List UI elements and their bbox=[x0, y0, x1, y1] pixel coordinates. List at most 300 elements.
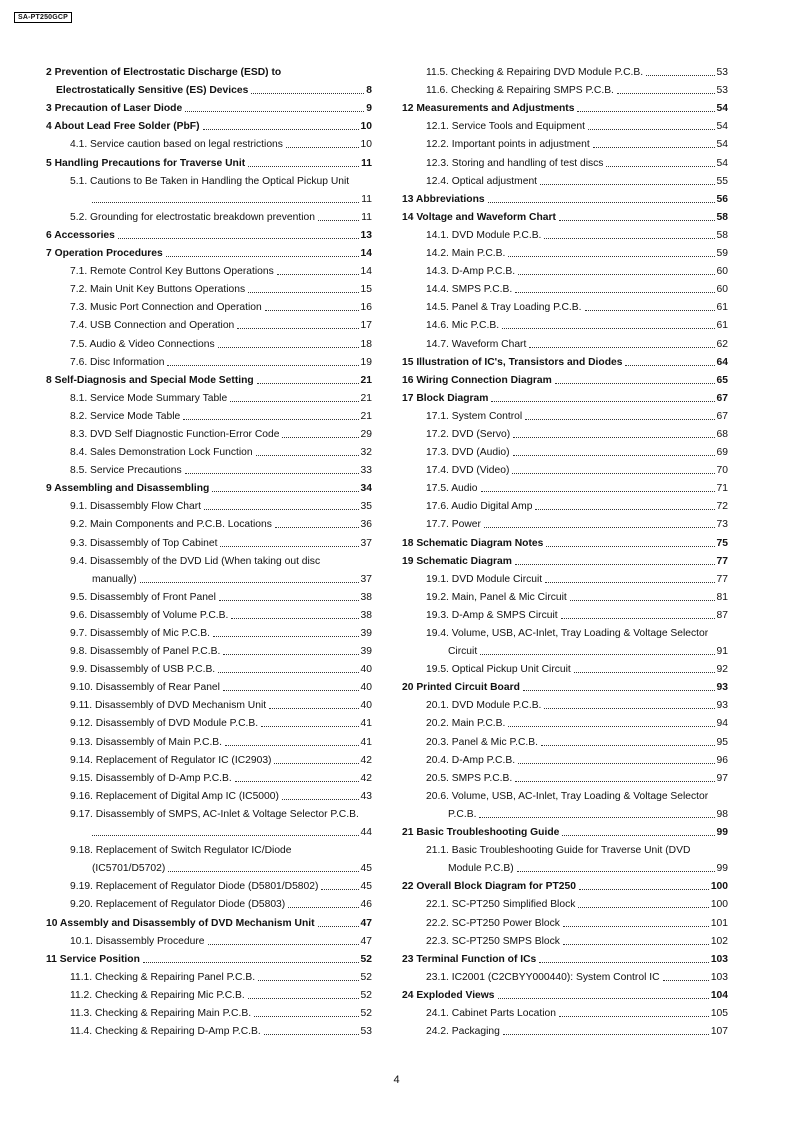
toc-subsection-entry[interactable] bbox=[40, 875, 372, 893]
toc-entry-page: 19 bbox=[360, 356, 372, 368]
toc-entry-page: 21 bbox=[360, 374, 372, 386]
toc-entry-page: 99 bbox=[716, 863, 728, 875]
toc-section-entry[interactable] bbox=[396, 875, 728, 893]
toc-subsection-entry[interactable] bbox=[40, 495, 372, 513]
toc-section-entry[interactable] bbox=[396, 676, 728, 694]
toc-entry-title: Module P.C.B) bbox=[448, 863, 514, 875]
toc-subsection-entry[interactable] bbox=[40, 351, 372, 369]
toc-subsection-entry[interactable] bbox=[396, 893, 728, 911]
toc-subsection-entry[interactable] bbox=[40, 730, 372, 748]
toc-entry-page: 75 bbox=[716, 537, 728, 549]
toc-dot-leader bbox=[256, 455, 359, 456]
toc-entry-page: 39 bbox=[360, 628, 372, 639]
toc-dot-leader bbox=[480, 654, 714, 655]
toc-dot-leader bbox=[561, 618, 715, 619]
toc-subsection-entry[interactable] bbox=[40, 604, 372, 622]
toc-entry-page: 33 bbox=[360, 465, 372, 477]
toc-entry-page: 11 bbox=[361, 193, 372, 205]
toc-entry-title: 20.6. Volume, USB, AC-Inlet, Tray Loading & Voltage Selector bbox=[426, 790, 709, 802]
toc-section-entry[interactable] bbox=[396, 188, 728, 206]
toc-entry-page: 52 bbox=[360, 953, 372, 965]
toc-subsection-entry[interactable] bbox=[40, 984, 372, 1002]
toc-dot-leader bbox=[219, 600, 359, 601]
toc-subsection-entry[interactable] bbox=[396, 278, 728, 296]
toc-subsection-entry[interactable] bbox=[396, 133, 728, 151]
toc-entry-page: 13 bbox=[360, 229, 372, 241]
toc-entry-title: 11.5. Checking & Repairing DVD Module P.C.B. bbox=[426, 67, 644, 79]
toc-section-entry[interactable] bbox=[396, 387, 728, 405]
toc-subsection-entry[interactable] bbox=[396, 495, 728, 513]
toc-entry-title: 8 Self-Diagnosis and Special Mode Setting bbox=[46, 374, 254, 386]
toc-subsection-entry[interactable] bbox=[40, 749, 372, 767]
toc-entry-title: 14.4. SMPS P.C.B. bbox=[426, 284, 513, 296]
toc-entry-title: 13 Abbreviations bbox=[402, 193, 485, 205]
toc-entry-page: 61 bbox=[716, 302, 728, 314]
toc-section-entry[interactable] bbox=[396, 206, 728, 224]
toc-entry-page: 69 bbox=[716, 447, 728, 459]
toc-entry-title: 15 Illustration of IC's, Transistors and Diodes bbox=[402, 356, 623, 368]
toc-entry-title: (IC5701/D5702) bbox=[92, 863, 166, 875]
toc-subsection-entry[interactable] bbox=[40, 387, 372, 405]
toc-entry-page: 100 bbox=[710, 881, 728, 893]
toc-subsection-entry[interactable] bbox=[396, 1002, 728, 1020]
toc-dot-leader bbox=[275, 527, 359, 528]
toc-dot-leader bbox=[523, 690, 715, 691]
toc-entry-page: 67 bbox=[716, 410, 728, 422]
toc-dot-leader bbox=[535, 509, 714, 510]
toc-subsection-entry[interactable] bbox=[40, 694, 372, 712]
toc-entry-page: 107 bbox=[710, 1026, 728, 1038]
toc-subsection-entry[interactable] bbox=[396, 423, 728, 441]
toc-section-entry[interactable] bbox=[396, 351, 728, 369]
toc-entry-title: 14.1. DVD Module P.C.B. bbox=[426, 229, 542, 241]
toc-entry-page: 54 bbox=[716, 121, 728, 133]
toc-subsection-entry[interactable] bbox=[40, 170, 372, 188]
toc-entry-page: 53 bbox=[716, 85, 728, 97]
toc-subsection-entry[interactable] bbox=[40, 133, 372, 151]
toc-section-entry[interactable] bbox=[40, 477, 372, 495]
toc-entry-title: 11.1. Checking & Repairing Panel P.C.B. bbox=[70, 971, 256, 983]
toc-dot-leader bbox=[578, 907, 708, 908]
toc-entry-page: 43 bbox=[360, 790, 372, 802]
toc-section-entry[interactable] bbox=[40, 151, 372, 169]
toc-entry-page: 44 bbox=[360, 827, 372, 839]
toc-dot-leader bbox=[167, 365, 358, 366]
toc-entry-title: 12 Measurements and Adjustments bbox=[402, 103, 575, 115]
toc-entry-page: 15 bbox=[360, 284, 372, 296]
toc-dot-leader bbox=[220, 546, 358, 547]
toc-subsection-entry[interactable] bbox=[40, 857, 372, 875]
toc-entry-title: 17.4. DVD (Video) bbox=[426, 465, 510, 477]
toc-dot-leader bbox=[574, 672, 715, 673]
toc-entry-title: 8.5. Service Precautions bbox=[70, 465, 182, 477]
toc-subsection-entry[interactable] bbox=[396, 622, 728, 640]
toc-subsection-entry[interactable] bbox=[40, 893, 372, 911]
toc-dot-leader bbox=[261, 726, 358, 727]
toc-subsection-entry[interactable] bbox=[396, 441, 728, 459]
toc-subsection-entry[interactable] bbox=[396, 767, 728, 785]
toc-dot-leader bbox=[503, 1034, 709, 1035]
toc-section-entry[interactable] bbox=[40, 224, 372, 242]
toc-entry-page: 38 bbox=[360, 609, 372, 621]
toc-dot-leader bbox=[318, 926, 359, 927]
toc-entry-page: 52 bbox=[360, 989, 372, 1001]
toc-entry-title: 23.1. IC2001 (C2CBYY000440): System Control IC bbox=[426, 971, 660, 983]
toc-entry-title: 19.1. DVD Module Circuit bbox=[426, 573, 543, 585]
toc-entry-page: 62 bbox=[716, 338, 728, 350]
toc-entry-title: 19 Schematic Diagram bbox=[402, 555, 512, 567]
toc-dot-leader bbox=[231, 618, 358, 619]
toc-entry-title: 14.7. Waveform Chart bbox=[426, 338, 527, 350]
toc-subsection-entry[interactable] bbox=[40, 658, 372, 676]
toc-entry-title: 9.5. Disassembly of Front Panel bbox=[70, 591, 216, 603]
toc-entry-title: 24 Exploded Views bbox=[402, 989, 495, 1001]
toc-subsection-entry[interactable] bbox=[396, 296, 728, 314]
toc-subsection-entry[interactable] bbox=[40, 767, 372, 785]
toc-section-entry[interactable] bbox=[40, 911, 372, 929]
toc-subsection-entry[interactable] bbox=[40, 586, 372, 604]
toc-subsection-entry[interactable] bbox=[396, 803, 728, 821]
toc-entry-page: 60 bbox=[716, 266, 728, 278]
toc-dot-leader bbox=[546, 546, 714, 547]
toc-entry-title: 17.5. Audio bbox=[426, 483, 478, 495]
toc-dot-leader bbox=[512, 473, 714, 474]
toc-entry-title: 7.4. USB Connection and Operation bbox=[70, 320, 235, 332]
toc-dot-leader bbox=[223, 654, 358, 655]
toc-entry-page: 53 bbox=[360, 1026, 372, 1038]
toc-entry-title: 9.13. Disassembly of Main P.C.B. bbox=[70, 736, 223, 748]
toc-entry-title: 9.6. Disassembly of Volume P.C.B. bbox=[70, 609, 229, 621]
toc-entry-page: 34 bbox=[360, 483, 372, 495]
toc-subsection-entry[interactable] bbox=[396, 242, 728, 260]
toc-subsection-entry[interactable] bbox=[40, 423, 372, 441]
toc-entry-title: 9.20. Replacement of Regulator Diode (D5803) bbox=[70, 899, 286, 911]
toc-entry-page: 42 bbox=[360, 754, 372, 766]
toc-section-entry[interactable] bbox=[396, 984, 728, 1002]
toc-entry-title: 7.1. Remote Control Key Buttons Operations bbox=[70, 266, 274, 278]
toc-dot-leader bbox=[223, 690, 359, 691]
toc-entry-page: 8 bbox=[366, 85, 372, 97]
toc-subsection-entry[interactable] bbox=[40, 441, 372, 459]
toc-entry-title: 9.9. Disassembly of USB P.C.B. bbox=[70, 664, 216, 676]
toc-entry-page: 35 bbox=[360, 501, 372, 513]
toc-section-entry[interactable] bbox=[396, 948, 728, 966]
toc-subsection-entry[interactable] bbox=[396, 1020, 728, 1038]
toc-entry-title: 10 Assembly and Disassembly of DVD Mechanism Unit bbox=[46, 917, 315, 929]
toc-dot-leader bbox=[269, 708, 358, 709]
toc-entry-title: 20.5. SMPS P.C.B. bbox=[426, 772, 513, 784]
toc-entry-page: 10 bbox=[360, 139, 372, 151]
toc-dot-leader bbox=[282, 437, 358, 438]
toc-entry-title: 20.1. DVD Module P.C.B. bbox=[426, 700, 542, 712]
toc-dot-leader bbox=[606, 166, 714, 167]
toc-subsection-entry[interactable] bbox=[396, 459, 728, 477]
toc-entry-title: 12.1. Service Tools and Equipment bbox=[426, 121, 585, 133]
toc-dot-leader bbox=[562, 835, 714, 836]
toc-section-entry[interactable] bbox=[40, 242, 372, 260]
toc-entry-page: 81 bbox=[716, 591, 728, 603]
toc-entry-title: 14.3. D-Amp P.C.B. bbox=[426, 266, 516, 278]
toc-subsection-entry[interactable] bbox=[40, 405, 372, 423]
toc-subsection-entry[interactable] bbox=[396, 712, 728, 730]
toc-subsection-entry[interactable] bbox=[396, 785, 728, 803]
toc-entry-title: 9.11. Disassembly of DVD Mechanism Unit bbox=[70, 700, 267, 712]
toc-subsection-entry[interactable] bbox=[396, 568, 728, 586]
toc-entry-title: 7.3. Music Port Connection and Operation bbox=[70, 302, 262, 314]
toc-dot-leader bbox=[481, 491, 715, 492]
toc-entry-page: 9 bbox=[366, 103, 372, 115]
toc-entry-page: 68 bbox=[716, 428, 728, 440]
toc-subsection-entry[interactable] bbox=[396, 314, 728, 332]
toc-entry-title: 20.3. Panel & Mic P.C.B. bbox=[426, 736, 538, 748]
toc-subsection-entry[interactable] bbox=[40, 1020, 372, 1038]
toc-entry-page: 39 bbox=[360, 646, 372, 658]
toc-dot-leader bbox=[484, 527, 715, 528]
toc-subsection-entry[interactable] bbox=[396, 115, 728, 133]
toc-entry-page: 21 bbox=[360, 392, 372, 404]
toc-subsection-entry[interactable] bbox=[396, 966, 728, 984]
toc-entry-title: 9.19. Replacement of Regulator Diode (D5801/D5802) bbox=[70, 881, 319, 893]
toc-subsection-entry[interactable] bbox=[396, 640, 728, 658]
toc-subsection-entry[interactable] bbox=[396, 151, 728, 169]
toc-entry-page: 64 bbox=[716, 356, 728, 368]
toc-subsection-entry[interactable] bbox=[396, 405, 728, 423]
toc-subsection-entry[interactable] bbox=[40, 332, 372, 350]
toc-subsection-entry[interactable] bbox=[40, 930, 372, 948]
toc-entry-title: 14.2. Main P.C.B. bbox=[426, 248, 506, 260]
toc-entry-title: 23 Terminal Function of ICs bbox=[402, 953, 537, 965]
toc-entry-title: 11.2. Checking & Repairing Mic P.C.B. bbox=[70, 989, 245, 1001]
toc-dot-leader bbox=[213, 636, 359, 637]
toc-subsection-entry[interactable] bbox=[40, 839, 372, 857]
toc-entry-title: 4.1. Service caution based on legal restrictions bbox=[70, 139, 283, 151]
toc-subsection-entry[interactable] bbox=[396, 260, 728, 278]
toc-section-entry[interactable] bbox=[40, 369, 372, 387]
toc-entry-title: 6 Accessories bbox=[46, 229, 115, 241]
toc-entry-title: 19.3. D-Amp & SMPS Circuit bbox=[426, 609, 558, 621]
toc-subsection-entry[interactable] bbox=[396, 586, 728, 604]
toc-dot-leader bbox=[183, 419, 358, 420]
toc-dot-leader bbox=[286, 147, 359, 148]
toc-entry-page: 98 bbox=[716, 808, 728, 820]
toc-subsection-entry[interactable] bbox=[40, 550, 372, 568]
toc-subsection-entry[interactable] bbox=[40, 1002, 372, 1020]
toc-subsection-entry[interactable] bbox=[40, 622, 372, 640]
toc-entry-page: 102 bbox=[710, 935, 728, 947]
toc-subsection-entry[interactable] bbox=[40, 531, 372, 549]
toc-section-entry[interactable] bbox=[396, 97, 728, 115]
toc-subsection-entry[interactable] bbox=[40, 640, 372, 658]
toc-entry-page: 101 bbox=[710, 917, 728, 929]
toc-dot-leader bbox=[282, 799, 359, 800]
toc-entry-page: 105 bbox=[710, 1007, 728, 1019]
toc-dot-leader bbox=[515, 292, 714, 293]
toc-subsection-entry[interactable] bbox=[396, 749, 728, 767]
toc-dot-leader bbox=[663, 980, 709, 981]
toc-subsection-entry[interactable] bbox=[396, 332, 728, 350]
toc-dot-leader bbox=[518, 763, 714, 764]
toc-dot-leader bbox=[248, 998, 359, 999]
toc-entry-title: 9.17. Disassembly of SMPS, AC-Inlet & Voltage Selector P.C.B. bbox=[70, 808, 359, 820]
toc-entry-title: 8.3. DVD Self Diagnostic Function-Error Code bbox=[70, 428, 280, 440]
toc-subsection-entry[interactable] bbox=[40, 712, 372, 730]
toc-dot-leader bbox=[544, 238, 714, 239]
toc-dot-leader bbox=[237, 328, 358, 329]
toc-entry-page: 14 bbox=[360, 248, 372, 260]
toc-entry-title: 9.2. Main Components and P.C.B. Locations bbox=[70, 519, 272, 531]
toc-subsection-entry[interactable] bbox=[396, 513, 728, 531]
toc-subsection-entry[interactable] bbox=[396, 170, 728, 188]
toc-dot-leader bbox=[203, 129, 359, 130]
toc-entry-title: 9.8. Disassembly of Panel P.C.B. bbox=[70, 646, 221, 658]
toc-entry-page: 92 bbox=[716, 664, 728, 676]
toc-dot-leader bbox=[513, 455, 715, 456]
toc-entry-page: 58 bbox=[716, 229, 728, 241]
toc-section-entry[interactable] bbox=[40, 97, 372, 115]
toc-subsection-entry[interactable] bbox=[396, 730, 728, 748]
toc-subsection-entry[interactable] bbox=[40, 278, 372, 296]
toc-subsection-entry[interactable] bbox=[40, 568, 372, 586]
toc-dot-leader bbox=[257, 383, 359, 384]
toc-dot-leader bbox=[593, 147, 715, 148]
toc-dot-leader bbox=[118, 238, 359, 239]
toc-entry-page: 87 bbox=[716, 609, 728, 621]
toc-entry-page: 21 bbox=[360, 410, 372, 422]
toc-dot-leader bbox=[579, 889, 709, 890]
toc-entry-title: 9.12. Disassembly of DVD Module P.C.B. bbox=[70, 718, 259, 730]
toc-subsection-entry[interactable] bbox=[40, 803, 372, 821]
toc-section-entry[interactable] bbox=[396, 369, 728, 387]
toc-entry-title: 7 Operation Procedures bbox=[46, 248, 163, 260]
toc-entry-page: 42 bbox=[360, 772, 372, 784]
toc-subsection-entry[interactable] bbox=[40, 821, 372, 839]
toc-entry-page: 93 bbox=[716, 700, 728, 712]
toc-subsection-entry[interactable] bbox=[396, 911, 728, 929]
toc-entry-page: 67 bbox=[716, 392, 728, 404]
toc-entry-page: 99 bbox=[716, 827, 728, 839]
toc-dot-leader bbox=[288, 907, 358, 908]
toc-dot-leader bbox=[539, 962, 709, 963]
toc-entry-page: 18 bbox=[360, 338, 372, 350]
toc-dot-leader bbox=[264, 1034, 359, 1035]
toc-entry-title: 8.1. Service Mode Summary Table bbox=[70, 392, 228, 404]
toc-subsection-entry[interactable] bbox=[40, 206, 372, 224]
toc-dot-leader bbox=[585, 310, 715, 311]
toc-entry-page: 38 bbox=[360, 591, 372, 603]
toc-entry-title: 17.1. System Control bbox=[426, 410, 523, 422]
toc-subsection-entry[interactable] bbox=[40, 966, 372, 984]
toc-subsection-entry[interactable] bbox=[40, 260, 372, 278]
toc-subsection-entry[interactable] bbox=[396, 694, 728, 712]
toc-dot-leader bbox=[235, 781, 359, 782]
toc-dot-leader bbox=[277, 274, 359, 275]
toc-subsection-entry[interactable] bbox=[40, 296, 372, 314]
toc-subsection-entry[interactable] bbox=[40, 188, 372, 206]
toc-section-entry[interactable] bbox=[40, 61, 372, 79]
toc-entry-page: 77 bbox=[716, 573, 728, 585]
toc-entry-title: 9 Assembling and Disassembling bbox=[46, 483, 210, 495]
toc-entry-page: 17 bbox=[360, 320, 372, 332]
toc-entry-title: 9.16. Replacement of Digital Amp IC (IC5000) bbox=[70, 790, 279, 802]
toc-entry-title: 21 Basic Troubleshooting Guide bbox=[402, 827, 560, 839]
toc-entry-page: 100 bbox=[710, 899, 728, 911]
toc-entry-page: 94 bbox=[716, 718, 728, 730]
toc-dot-leader bbox=[92, 835, 359, 836]
toc-dot-leader bbox=[525, 419, 714, 420]
toc-entry-title: manually) bbox=[92, 573, 137, 585]
toc-section-entry[interactable] bbox=[40, 79, 372, 97]
toc-entry-page: 54 bbox=[716, 139, 728, 151]
toc-section-entry[interactable] bbox=[396, 531, 728, 549]
toc-subsection-entry[interactable] bbox=[396, 658, 728, 676]
toc-section-entry[interactable] bbox=[396, 550, 728, 568]
toc-entry-page: 103 bbox=[710, 953, 728, 965]
toc-entry-title: 17.3. DVD (Audio) bbox=[426, 447, 510, 459]
toc-entry-page: 11 bbox=[361, 157, 372, 169]
toc-entry-title: 9.7. Disassembly of Mic P.C.B. bbox=[70, 628, 211, 639]
toc-entry-title: 8.4. Sales Demonstration Lock Function bbox=[70, 447, 253, 459]
toc-dot-leader bbox=[555, 383, 715, 384]
toc-subsection-entry[interactable] bbox=[40, 459, 372, 477]
toc-dot-leader bbox=[541, 745, 715, 746]
toc-entry-page: 40 bbox=[360, 700, 372, 712]
toc-entry-page: 55 bbox=[716, 175, 728, 187]
toc-subsection-entry[interactable] bbox=[396, 839, 728, 857]
toc-subsection-entry[interactable] bbox=[396, 857, 728, 875]
toc-entry-title: 9.15. Disassembly of D-Amp P.C.B. bbox=[70, 772, 232, 784]
toc-subsection-entry[interactable] bbox=[396, 224, 728, 242]
toc-dot-leader bbox=[646, 75, 714, 76]
toc-dot-leader bbox=[545, 582, 714, 583]
toc-dot-leader bbox=[185, 473, 359, 474]
toc-entry-page: 40 bbox=[360, 664, 372, 676]
toc-entry-page: 45 bbox=[360, 863, 372, 875]
toc-entry-page: 32 bbox=[360, 447, 372, 459]
toc-entry-title: 17.2. DVD (Servo) bbox=[426, 428, 511, 440]
toc-dot-leader bbox=[517, 871, 715, 872]
toc-dot-leader bbox=[544, 708, 714, 709]
toc-subsection-entry[interactable] bbox=[40, 513, 372, 531]
toc-dot-leader bbox=[248, 292, 358, 293]
toc-subsection-entry[interactable] bbox=[396, 604, 728, 622]
toc-entry-page: 54 bbox=[716, 157, 728, 169]
toc-entry-title: 11.4. Checking & Repairing D-Amp P.C.B. bbox=[70, 1026, 261, 1038]
toc-entry-page: 11 bbox=[361, 211, 372, 223]
toc-subsection-entry[interactable] bbox=[40, 785, 372, 803]
toc-entry-title: 11.3. Checking & Repairing Main P.C.B. bbox=[70, 1007, 252, 1019]
toc-section-entry[interactable] bbox=[40, 948, 372, 966]
toc-section-entry[interactable] bbox=[396, 821, 728, 839]
toc-entry-page: 40 bbox=[360, 682, 372, 694]
toc-subsection-entry[interactable] bbox=[396, 930, 728, 948]
toc-entry-page: 46 bbox=[360, 899, 372, 911]
toc-subsection-entry[interactable] bbox=[40, 314, 372, 332]
toc-entry-title: 9.14. Replacement of Regulator IC (IC2903) bbox=[70, 754, 272, 766]
toc-entry-title: 9.10. Disassembly of Rear Panel bbox=[70, 682, 220, 694]
toc-subsection-entry[interactable] bbox=[396, 61, 728, 79]
toc-entry-title: 11 Service Position bbox=[46, 953, 140, 965]
toc-dot-leader bbox=[248, 166, 359, 167]
toc-subsection-entry[interactable] bbox=[396, 79, 728, 97]
toc-entry-title: 17.7. Power bbox=[426, 519, 481, 531]
toc-entry-title: 9.4. Disassembly of the DVD Lid (When taking out disc bbox=[70, 555, 321, 567]
toc-entry-page: 61 bbox=[716, 320, 728, 332]
toc-dot-leader bbox=[254, 1016, 358, 1017]
toc-section-entry[interactable] bbox=[40, 115, 372, 133]
toc-subsection-entry[interactable] bbox=[40, 676, 372, 694]
toc-subsection-entry[interactable] bbox=[396, 477, 728, 495]
toc-entry-title: 24.2. Packaging bbox=[426, 1026, 500, 1038]
